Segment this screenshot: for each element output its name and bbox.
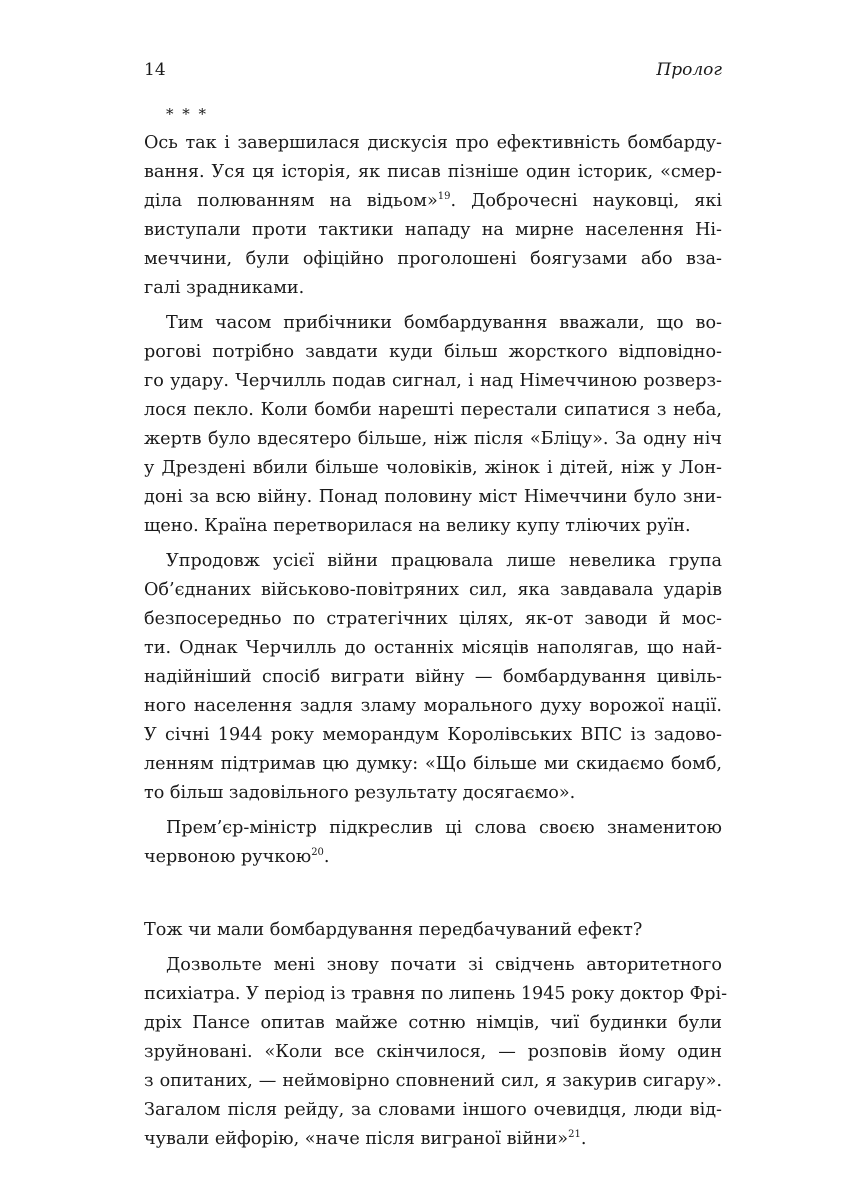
text-line: лося пекло. Коли бомби нарешті перестали сипатися з неба,	[144, 400, 722, 420]
text-line: ного населення задля зламу морального духу ворожої нації.	[144, 696, 722, 716]
text-line: Об’єднаних військово-повітряних сил, яка завдавала ударів	[144, 580, 722, 600]
text-line: ти. Однак Черчилль до останніх місяців наполягав, що най-	[144, 638, 722, 658]
text-line: щено. Країна перетворилася на велику купу тліючих руїн.	[144, 516, 691, 536]
paragraph-6	[144, 951, 728, 1154]
text-line: Прем’єр-міністр підкреслив ці слова своєю знаменитою	[166, 818, 722, 838]
running-head: Пролог	[656, 60, 722, 80]
text-fragment: ділa полюванням на відьом»	[144, 191, 438, 211]
footnote-ref[interactable]: 19	[437, 191, 451, 203]
text-line: надійніший спосіб виграти війну — бомбардування цивіль-	[144, 667, 722, 687]
paragraph-5	[144, 916, 722, 945]
text-line: психіатра. У період із травня по липень 1945 року доктор Фрі-	[144, 984, 728, 1004]
text-line: вання. Уся ця історія, як писав пізніше один історик, «смер-	[144, 162, 722, 182]
text-line: Дозвольте мені знову почати зі свідчень авторитетного	[166, 955, 722, 975]
page-header	[144, 60, 722, 86]
text-line: Ось так і завершилася дискусія про ефективність бомбарду-	[144, 133, 722, 153]
section-separator: * * *	[166, 105, 209, 123]
text-line: у Дрездені вбили більше чоловіків, жінок і дітей, ніж у Лон-	[144, 458, 722, 478]
text-line: Тож чи мали бомбардування передбачуваний ефект?	[144, 920, 643, 940]
text-line: Упродовж усієї війни працювала лише невелика група	[166, 551, 722, 571]
text-line: Тим часом прибічники бомбардування вважали, що во-	[166, 313, 722, 333]
text-line: жертв було вдесятеро більше, ніж після «Бліцу». За одну ніч	[144, 429, 722, 449]
text-line: меччини, були офіційно проголошені боягузами або взa-	[144, 249, 722, 269]
text-line: ленням підтримав цю думку: «Що більше ми скидаємо бомб,	[144, 754, 722, 774]
text-line: безпосередньо по стратегічних цілях, як-от заводи й мос-	[144, 609, 722, 629]
section-gap	[144, 878, 722, 916]
text-line: доні за всю війну. Понад половину міст Німеччини було зни-	[144, 487, 722, 507]
footnote-ref[interactable]: 21	[568, 1129, 581, 1141]
text-line: то більш задовільного результату досягаємо».	[144, 783, 576, 803]
text-line	[144, 843, 722, 872]
text-line: виступали проти тактики нападу на мирне населення Ні-	[144, 220, 722, 240]
paragraph-3	[144, 547, 722, 808]
text-line	[144, 1125, 722, 1154]
text-line: з опитаних, — неймовірно сповнений сил, я закурив сигару».	[144, 1071, 722, 1091]
text-fragment: . Доброчесні науковці, які	[450, 191, 722, 211]
text-line	[144, 187, 722, 216]
text-fragment: чували ейфорію, «наче після виграної війни»	[144, 1129, 569, 1149]
page-number: 14	[144, 60, 166, 80]
text-line: Загалом після рейду, за словами іншого очевидця, люди від-	[144, 1100, 722, 1120]
body-text	[144, 100, 728, 1160]
paragraph-4	[144, 814, 722, 872]
footnote-ref[interactable]: 20	[311, 847, 324, 859]
text-fragment: .	[323, 847, 330, 867]
text-line: зруйновані. «Коли все скінчилося, — розповів йому один	[144, 1042, 722, 1062]
text-line: У січні 1944 року меморандум Королівських ВПС із задово-	[144, 725, 722, 745]
text-line: дріх Пансе опитав майже сотню німців, чиї будинки були	[144, 1013, 722, 1033]
text-fragment: .	[580, 1129, 587, 1149]
text-line: рогові потрібно завдати куди більш жорсткого відповідно-	[144, 342, 722, 362]
text-line: галі зрадниками.	[144, 278, 305, 298]
text-fragment: червоною ручкою	[144, 847, 312, 867]
text-line: го удару. Черчилль подав сигнал, і над Німеччиною розверз-	[144, 371, 722, 391]
paragraph-2	[144, 309, 722, 541]
paragraph-1	[144, 129, 722, 303]
